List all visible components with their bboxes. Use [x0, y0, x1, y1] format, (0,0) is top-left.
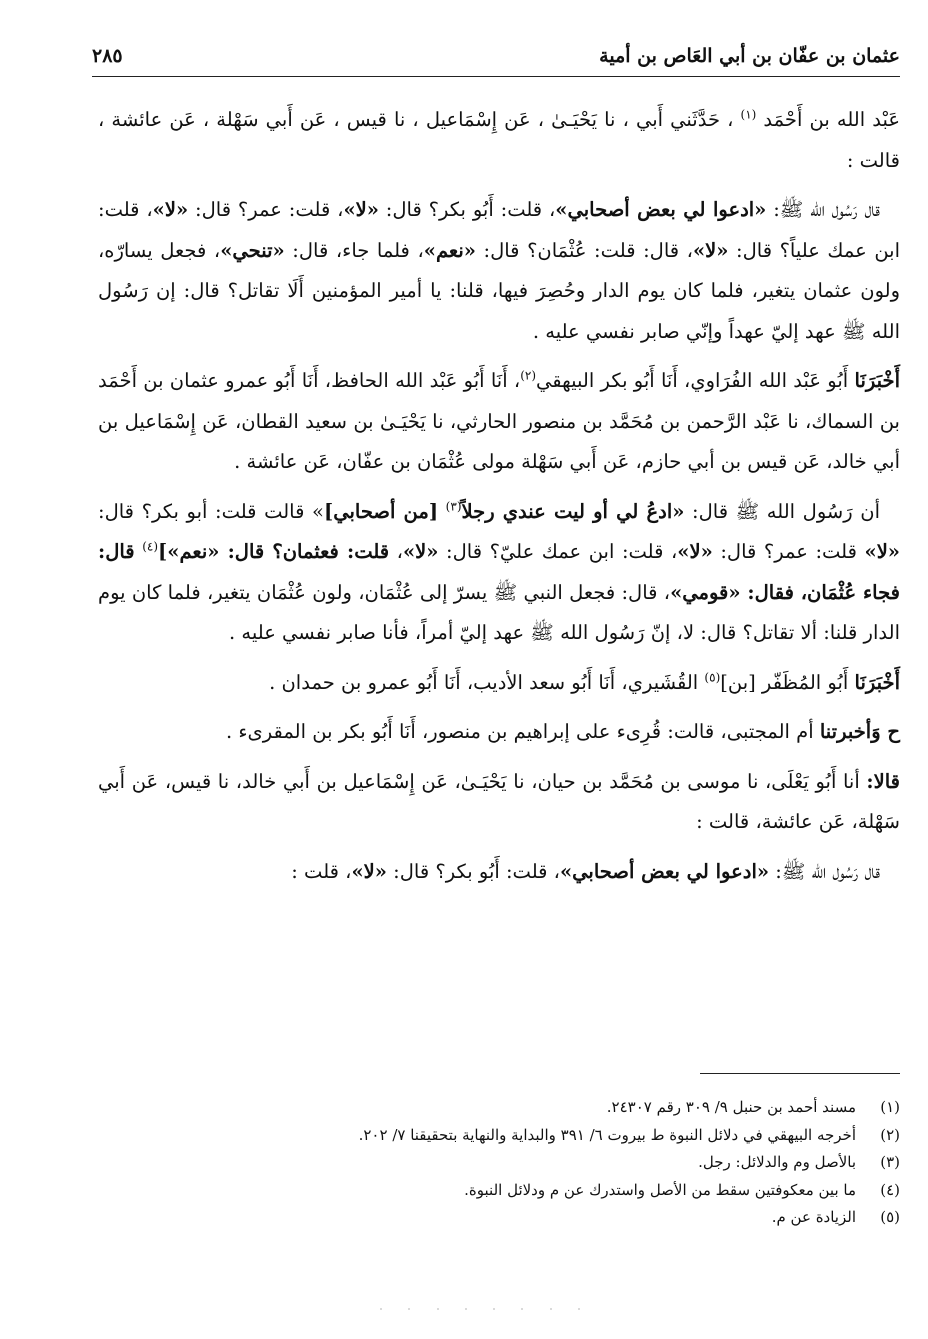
bold-text: أَخْبَرَنَا	[854, 670, 900, 694]
footnote-text: بالأصل وم والدلائل: رجل.	[698, 1153, 856, 1171]
text-segment: عَبْد الله بن أَحْمَد	[756, 108, 900, 131]
bold-text: «لا»	[677, 540, 713, 563]
text-segment: أنا أَبُو يَعْلَى، نا موسى بن مُحَمَّد بن حيان، نا يَحْيَـىٰ، عَن إِسْمَاعيل بن أَبي خالد، نا قيس، عَن أَبي سَهْلة، عَن عائشة، قالت :	[98, 769, 900, 833]
footnote-item	[98, 1094, 900, 1122]
text-segment: ، فلما جاء، قال:	[284, 238, 424, 262]
text-segment: أَبُو المُظَفّر [بن]	[720, 670, 855, 694]
bold-text: ح وَأخبرتنا	[819, 720, 900, 743]
bold-text: «نعم»	[423, 238, 476, 262]
text-segment: ، قال: قلت: عُثْمَان؟ قال:	[475, 238, 693, 262]
text-segment: ، قلت: ابن عمك علياً؟ قال:	[98, 198, 901, 262]
text-segment: ، فجعل يسارّه، ولون عثمان يتغير، فلما كان يوم الدار وحُصِرَ فيها، قلنا: يا أمير المؤمنين أَلَا تقاتل؟ قال: إن رَسُول الله ﷺ عهد إليّ عهداً وإنّي صابر نفسي عليه .	[98, 238, 900, 343]
text-segment: ، قلت :	[291, 859, 352, 883]
footnote-marker[interactable]: (٣)	[445, 499, 462, 513]
footnote-item	[98, 1204, 900, 1232]
footnote-text: مسند أحمد بن حنبل ٩/ ٣٠٩ رقم ٢٤٣٠٧.	[606, 1098, 856, 1116]
main-text	[98, 100, 900, 901]
text-segment: قلت: عمر؟ قال:	[712, 540, 865, 563]
bold-text: «ادعوا لي بعض أصحابي»	[555, 198, 767, 221]
footnote-number: (٥)	[880, 1208, 900, 1226]
text-segment: ، قال: فجعل النبي ﷺ يسرّ إلى عُثْمَان، ولون عُثْمَان يتغير، فلما كان يوم الدار قلنا: ألا تقاتل؟ قال: لا، إنّ رَسُول الله ﷺ عهد إليّ أمراً، فأنا صابر نفسي عليه .	[98, 580, 900, 644]
running-title: عثمان بن عفّان بن أبي العَاص بن أمية	[599, 45, 900, 67]
paragraph	[98, 100, 900, 181]
text-segment: ، قلت: أَبُو بكر؟ قال:	[378, 198, 556, 221]
footnote-text: ما بين معكوفتين سقط من الأصل واستدرك عن م ودلائل النبوة.	[464, 1180, 856, 1199]
bold-text: «تنحي»	[220, 238, 285, 262]
bold-text: «لا»	[402, 540, 439, 563]
footnote-marker[interactable]: (٥)	[704, 670, 721, 684]
text-segment: أم المجتبى، قالت: قُرِىء على إبراهيم بن منصور، أَنَا أَبُو بكر بن المقرىء .	[225, 720, 820, 743]
text-segment: أَبُو عَبْد الله الفُرَاوي، أَنَا أَبُو بكر البيهقي	[536, 369, 855, 392]
text-segment: قال رَسُول الله ﷺ:	[766, 198, 880, 221]
paragraph	[98, 852, 900, 893]
page-number: ٢٨٥	[92, 45, 123, 67]
footnote-marker[interactable]: (١)	[740, 107, 757, 122]
bold-text: «لا»	[152, 198, 189, 221]
footnote-item	[98, 1122, 900, 1150]
footnote-item	[98, 1149, 900, 1177]
text-segment: ، قلت: أَبُو بكر؟ قال:	[386, 859, 560, 883]
text-segment: » قالت قلت: أبو بكر؟ قال:	[98, 499, 324, 523]
footnote-marker[interactable]: (٢)	[520, 368, 537, 383]
text-segment: ، حَدَّثَني أَبي ، نا يَحْيَـىٰ ، عَن إِسْمَاعيل ، نا قيس ، عَن أَبي سَهْلة ، عَن عائشة ، قالت :	[98, 108, 900, 172]
footnote-item	[98, 1177, 900, 1205]
bold-text: [من أصحابي]	[323, 499, 439, 523]
footnote-separator	[700, 1073, 900, 1074]
footnote-number: (٣)	[880, 1153, 900, 1171]
footnote-number: (١)	[880, 1098, 900, 1116]
page-header	[92, 36, 900, 77]
scan-speckles	[380, 1308, 580, 1310]
paragraph	[98, 762, 900, 843]
paragraph	[98, 712, 900, 753]
footnote-number: (٤)	[880, 1180, 900, 1199]
bold-text: أَخْبَرَنَا	[854, 369, 900, 392]
bold-text: قال: فجاء عُثْمَان، فقال: «قومي»	[98, 540, 900, 604]
text-segment: ، أَنَا أَبُو عَبْد الله الحافظ، أَنَا أَبُو عمرو عثمان بن أَحْمَد بن السماك، نا عَبْد الرَّحمن بن مُحَمَّد بن منصور الحارثي، نا يَحْيَـىٰ بن سعيد القطان، عَن إِسْمَاعيل بن أبي خالد، عَن قيس بن أبي حازم، عَن أَبي سَهْلة مولى عُثْمَان بن عفّان، عَن عائشة .	[98, 369, 900, 473]
paragraph	[98, 361, 900, 483]
bold-text: «ادعوا لي بعض أصحابي»	[559, 859, 770, 883]
text-segment: أن رَسُول الله ﷺ قال:	[684, 499, 880, 523]
bold-text: «ادعُ لي أو ليت عندي رجلاً	[461, 499, 685, 523]
paragraph	[98, 663, 900, 704]
footnote-marker[interactable]: (٤)	[142, 539, 159, 554]
footnote-text: الزيادة عن م.	[771, 1208, 856, 1226]
bold-text: «لا»	[864, 540, 900, 563]
text-segment: ، قلت: عمر؟ قال:	[188, 198, 344, 221]
bold-text: «لا»	[343, 198, 379, 221]
text-segment: ،	[389, 540, 403, 563]
bold-text: «لا»	[351, 859, 387, 883]
text-segment: القُشَيري، أَنَا أَبُو سعد الأديب، أَنَا أَبُو عمرو بن حمدان .	[269, 670, 705, 694]
text-segment: ، قلت: ابن عمك عليّ؟ قال:	[438, 540, 678, 563]
bold-text: «لا»	[692, 238, 729, 262]
paragraph	[98, 190, 900, 352]
footnotes	[98, 1094, 900, 1232]
footnote-text: أخرجه البيهقي في دلائل النبوة ط بيروت ٦/ ٣٩١ والبداية والنهاية بتحقيقنا ٧/ ٢٠٢.	[358, 1125, 856, 1144]
bold-text: قالا:	[866, 769, 900, 793]
footnote-number: (٢)	[880, 1125, 900, 1144]
paragraph	[98, 492, 900, 654]
text-segment: قال رَسُول الله ﷺ:	[769, 859, 880, 883]
text-segment	[438, 500, 446, 523]
bold-text: قلت: فعثمان؟ قال: «نعم»]	[158, 540, 390, 563]
